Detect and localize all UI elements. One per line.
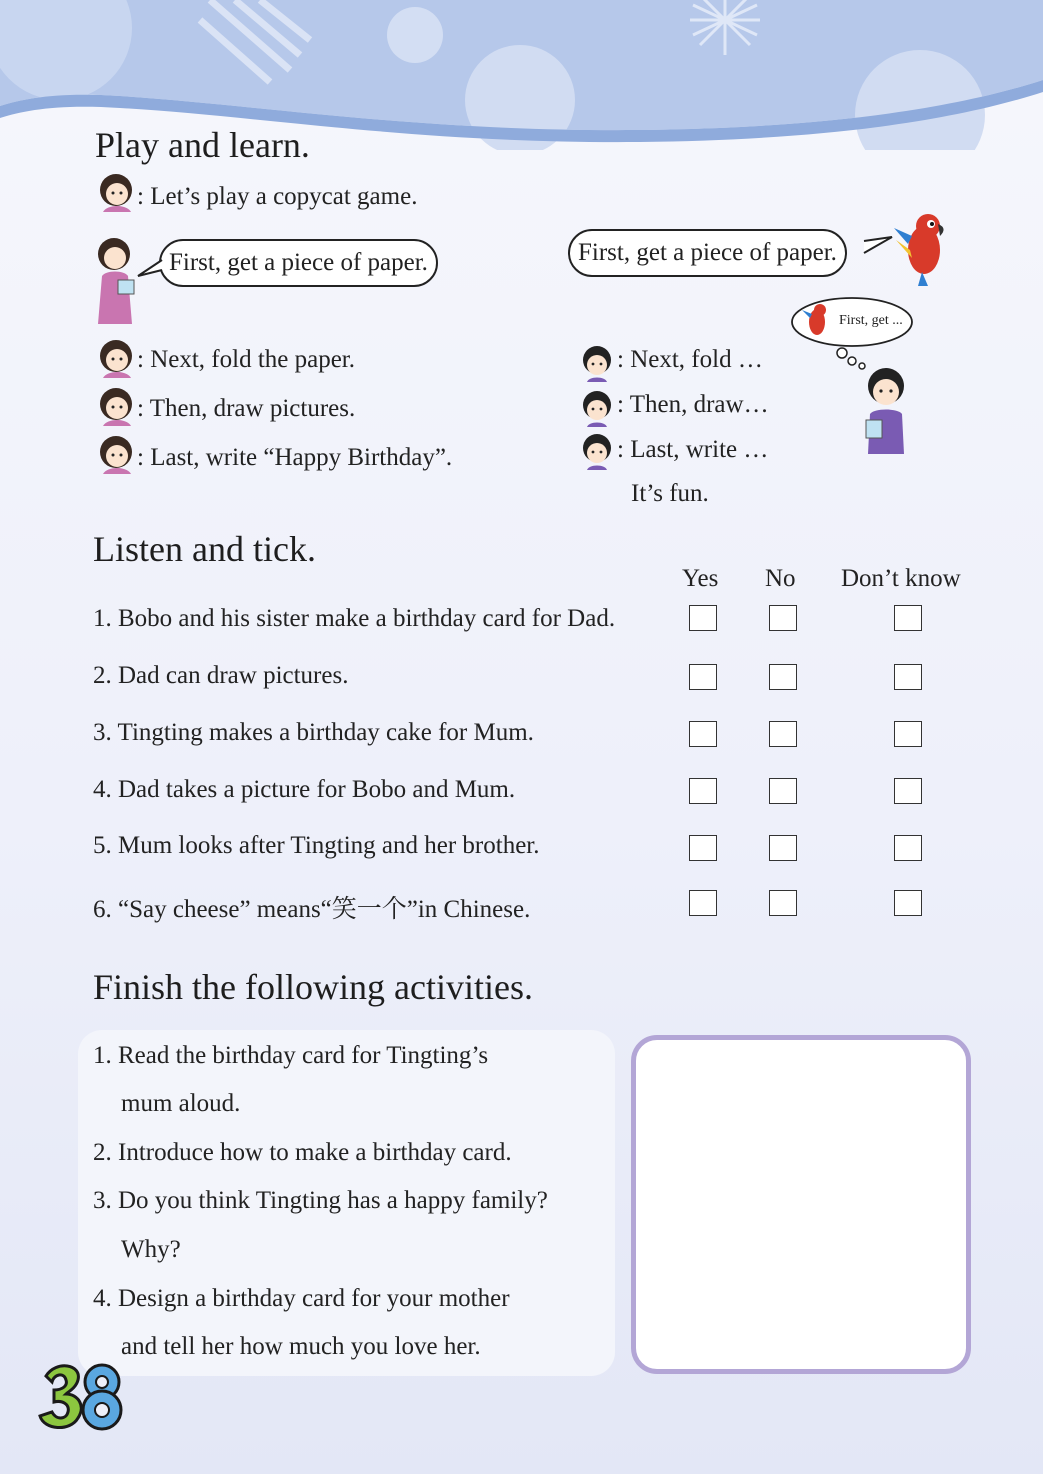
boy-line-2: : Then, draw… xyxy=(617,391,769,418)
teacher-speech-bubble: First, get a piece of paper. xyxy=(159,239,438,287)
yes-checkbox-4[interactable] xyxy=(689,778,717,804)
boy-figure-icon xyxy=(858,364,914,454)
question-5: 5. Mum looks after Tingting and her brother. xyxy=(93,832,540,859)
teacher-line-1: : Let’s play a copycat game. xyxy=(137,183,418,210)
teacher-head-icon xyxy=(97,338,137,380)
thought-bubble-text: First, get ... xyxy=(839,313,903,328)
column-no: No xyxy=(765,565,796,592)
no-checkbox-6[interactable] xyxy=(769,890,797,916)
teacher-head-icon xyxy=(97,434,137,476)
parrot-speech-bubble: First, get a piece of paper. xyxy=(568,229,847,277)
page-number-art xyxy=(38,1362,128,1432)
bubble-tail xyxy=(862,235,894,257)
no-checkbox-1[interactable] xyxy=(769,605,797,631)
yes-checkbox-2[interactable] xyxy=(689,664,717,690)
dont-know-checkbox-2[interactable] xyxy=(894,664,922,690)
question-1: 1. Bobo and his sister make a birthday card for Dad. xyxy=(93,605,616,632)
activity-4-line-1: 4. Design a birthday card for your mother xyxy=(93,1285,510,1312)
play-heading: Play and learn. xyxy=(95,125,310,165)
closing-line: It’s fun. xyxy=(631,480,709,507)
dont-know-checkbox-4[interactable] xyxy=(894,778,922,804)
dont-know-checkbox-6[interactable] xyxy=(894,890,922,916)
parrot-icon xyxy=(892,210,952,286)
question-2: 2. Dad can draw pictures. xyxy=(93,662,349,689)
question-4: 4. Dad takes a picture for Bobo and Mum. xyxy=(93,776,516,803)
no-checkbox-5[interactable] xyxy=(769,835,797,861)
column-dont-know: Don’t know xyxy=(841,565,961,592)
column-yes: Yes xyxy=(682,565,719,592)
boy-head-icon xyxy=(579,434,615,470)
yes-checkbox-5[interactable] xyxy=(689,835,717,861)
teacher-line-3: : Then, draw pictures. xyxy=(137,395,356,422)
boy-line-3: : Last, write … xyxy=(617,436,769,463)
boy-head-icon xyxy=(579,346,615,382)
activity-4-line-2: and tell her how much you love her. xyxy=(121,1333,481,1360)
teacher-figure-icon xyxy=(92,236,140,324)
teacher-head-icon xyxy=(97,172,137,214)
yes-checkbox-1[interactable] xyxy=(689,605,717,631)
no-checkbox-3[interactable] xyxy=(769,721,797,747)
dont-know-checkbox-5[interactable] xyxy=(894,835,922,861)
boy-head-icon xyxy=(579,391,615,427)
no-checkbox-4[interactable] xyxy=(769,778,797,804)
teacher-line-2: : Next, fold the paper. xyxy=(137,346,355,373)
yes-checkbox-6[interactable] xyxy=(689,890,717,916)
listen-heading: Listen and tick. xyxy=(93,529,316,569)
thought-bubble xyxy=(790,296,916,370)
no-checkbox-2[interactable] xyxy=(769,664,797,690)
activity-1-line-2: mum aloud. xyxy=(121,1090,241,1117)
activity-3-line-1: 3. Do you think Tingting has a happy family? xyxy=(93,1187,548,1214)
bubble-tail xyxy=(136,258,164,278)
page-number xyxy=(38,1362,128,1432)
teacher-head-icon xyxy=(97,386,137,428)
question-6: 6. “Say cheese” means“笑一个”in Chinese. xyxy=(93,896,531,923)
boy-line-1: : Next, fold … xyxy=(617,346,763,373)
yes-checkbox-3[interactable] xyxy=(689,721,717,747)
activity-1-line-1: 1. Read the birthday card for Tingting’s xyxy=(93,1042,489,1069)
question-3: 3. Tingting makes a birthday cake for Mum. xyxy=(93,719,534,746)
dont-know-checkbox-3[interactable] xyxy=(894,721,922,747)
activity-3-line-2: Why? xyxy=(121,1236,181,1263)
activity-2: 2. Introduce how to make a birthday card. xyxy=(93,1139,512,1166)
activities-heading: Finish the following activities. xyxy=(93,967,533,1007)
dont-know-checkbox-1[interactable] xyxy=(894,605,922,631)
teacher-line-4: : Last, write “Happy Birthday”. xyxy=(137,444,453,471)
drawing-area[interactable] xyxy=(631,1035,971,1374)
